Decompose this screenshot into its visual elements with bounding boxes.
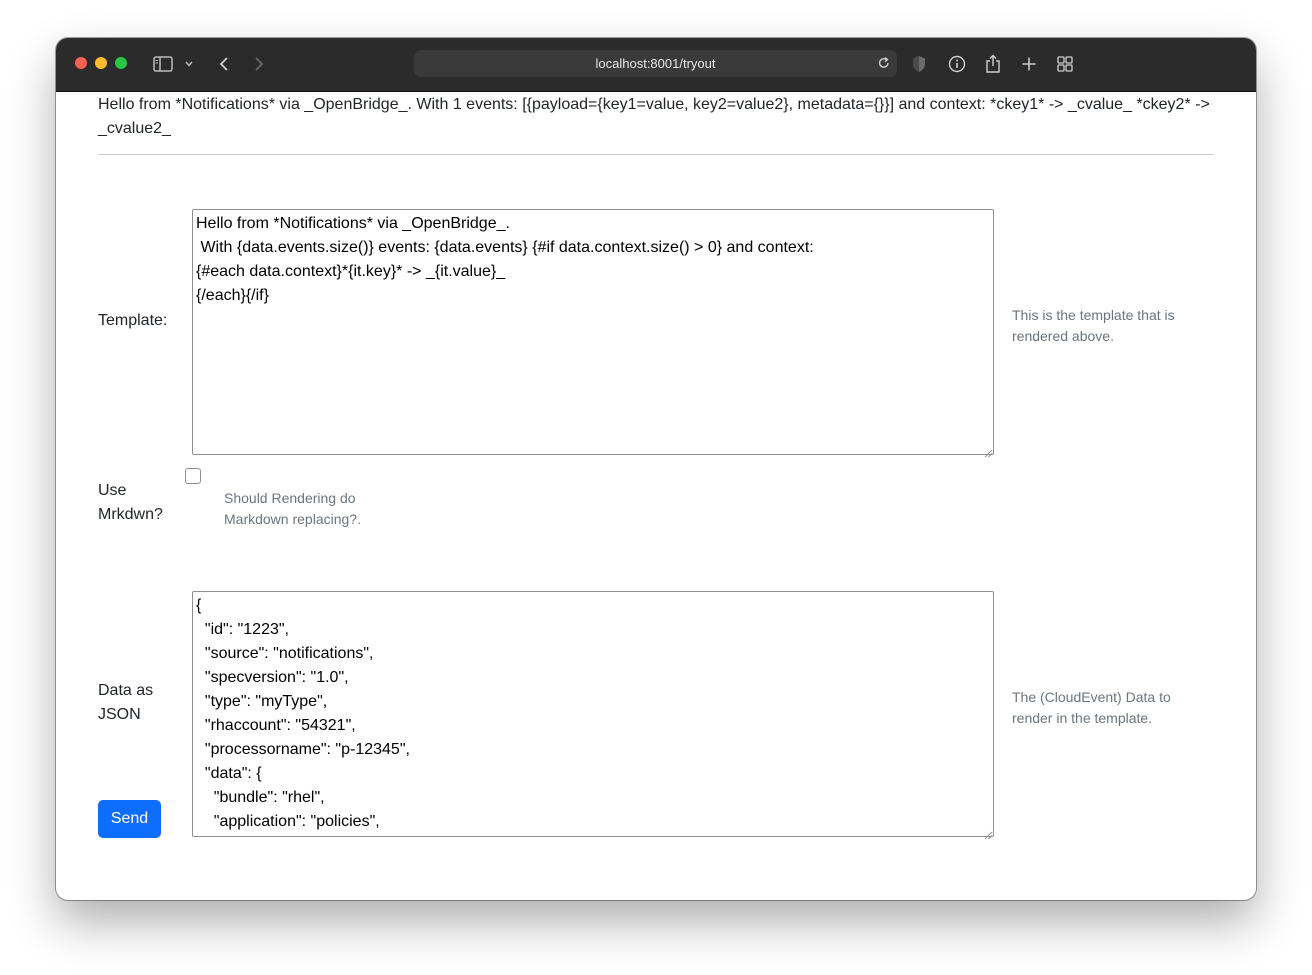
url-text: localhost:8001/tryout [595,56,716,71]
data-label: Data as JSON [98,682,154,723]
send-button[interactable]: Send [98,800,161,838]
data-help: The (CloudEvent) Data to render in the template. [1012,689,1171,726]
markdown-help: Should Rendering do Markdown replacing?. [224,490,361,527]
rendered-output: Hello from *Notifications* via _OpenBridge_. With 1 events: [{payload={key1=value, key2=value2}, metadata={}}] and context: *ckey1* -> _cvalue_ *ckey2* -> _cvalue2_ [98,96,1210,137]
page-content [56,92,1256,900]
close-window-button[interactable] [75,57,87,69]
markdown-checkbox[interactable] [185,468,201,484]
zoom-window-button[interactable] [115,57,127,69]
share-icon[interactable] [985,52,1001,76]
browser-window [56,38,1256,900]
markdown-label: Use Mrkdwn? [98,482,163,523]
resize-grip-icon[interactable] [984,827,1255,899]
new-tab-icon[interactable] [1021,52,1037,76]
divider [98,154,1214,155]
shield-icon[interactable] [912,52,926,76]
reload-icon[interactable] [877,56,891,75]
tab-overview-icon[interactable] [1057,52,1073,76]
data-json-textarea[interactable]: { "id": "1223", "source": "notifications", "specversion": "1.0", "type": "myType", "rhaccount": "54321", "processorname": "p-12345", "data": { "bundle": "rhel", "application": "policies", [192,591,994,837]
address-bar[interactable] [414,50,897,77]
forward-icon[interactable] [253,52,265,76]
browser-toolbar [56,38,1256,92]
chevron-down-icon[interactable] [184,52,194,76]
template-textarea[interactable]: Hello from *Notifications* via _OpenBridge_. With {data.events.size()} events: {data.events} {#if data.context.size() > 0} and context: {#each data.context}*{it.key}* -> _{it.value}_ {/each}{/if} [192,209,994,455]
back-icon[interactable] [218,52,230,76]
minimize-window-button[interactable] [95,57,107,69]
template-label: Template: [98,312,168,329]
template-help: This is the template that is rendered above. [1012,307,1175,344]
info-icon[interactable] [948,52,966,76]
sidebar-icon[interactable] [153,52,173,76]
